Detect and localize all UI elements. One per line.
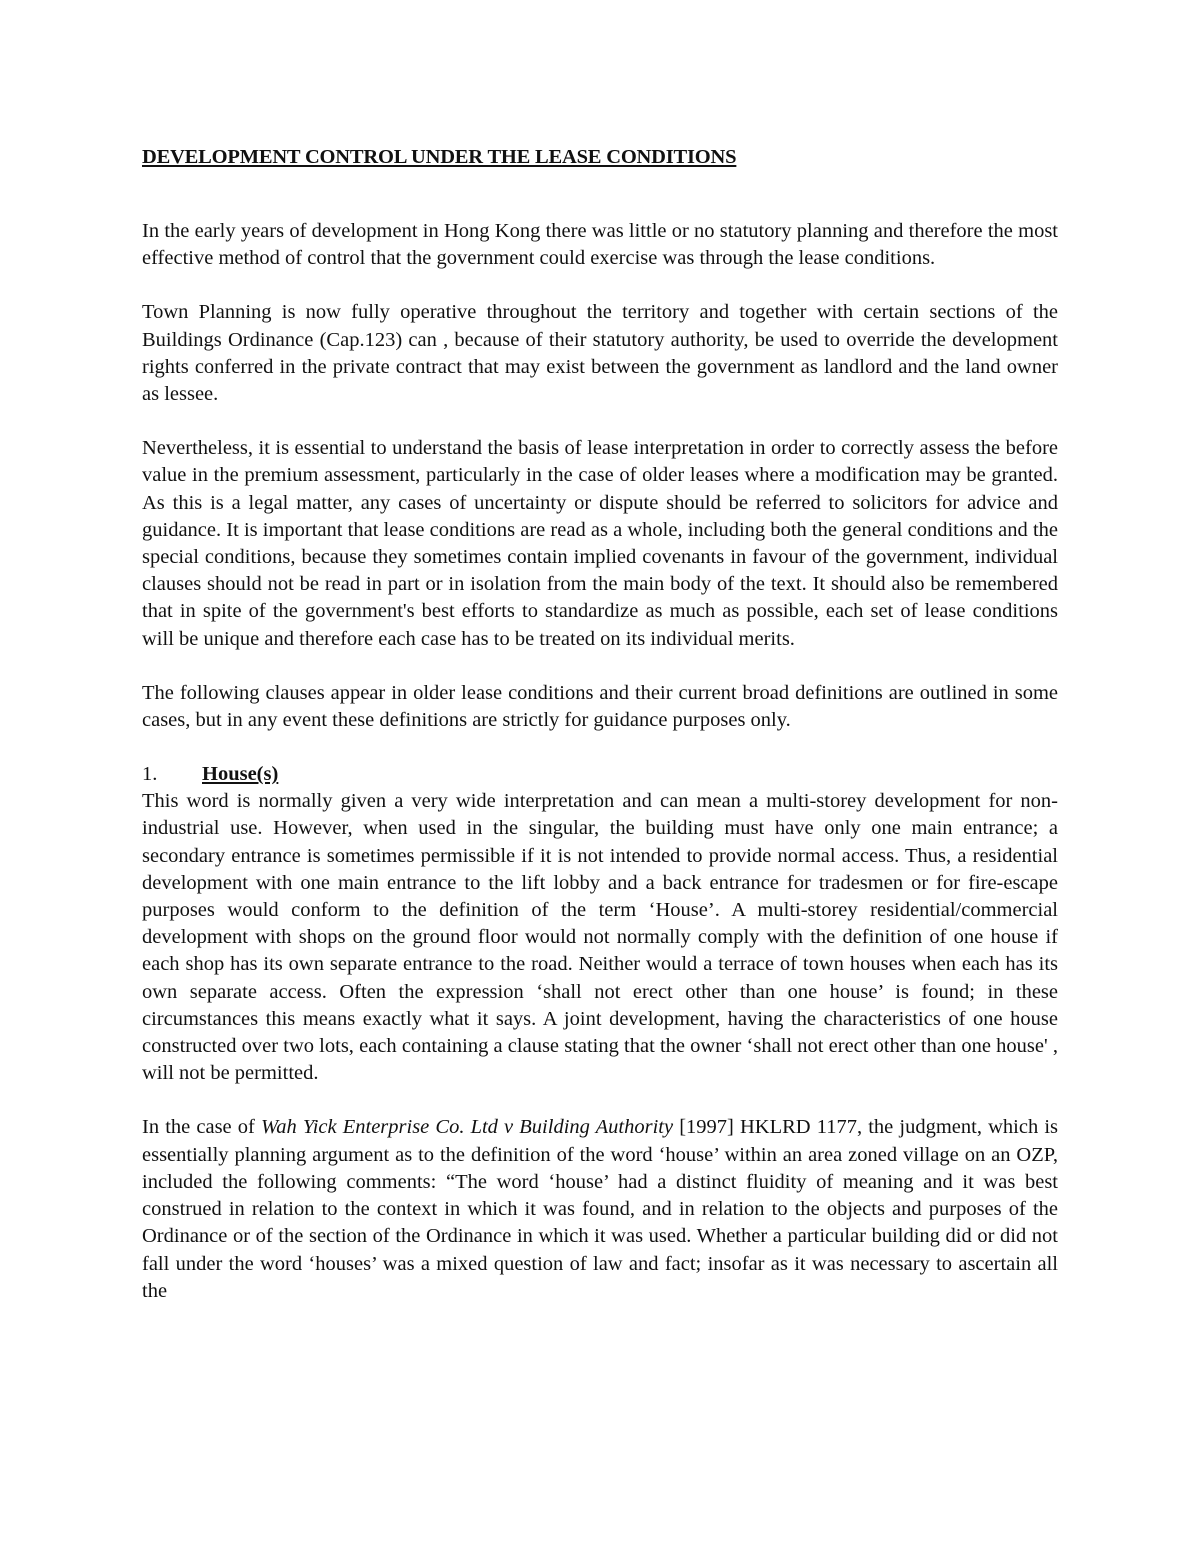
case-paragraph — [142, 1114, 1058, 1304]
case-intro-text: In the case of — [142, 1116, 261, 1139]
case-body-text: [1997] HKLRD 1177, the judgment, which is essentially planning argument as to the definition of the word ‘house’ within an area zoned village on an OZP, included the following comments: “The word ‘house’ had a distinct fluidity of meaning and it was best construed in relation to the context in which it was found, and in relation to the objects and purposes of the Ordinance or of the section of the Ordinance in which it was used. Whether a particular building did or did not fall under the word ‘houses’ was a mixed question of law and fact; insofar as it was necessary to ascertain all the — [142, 1116, 1058, 1302]
section-title: House(s) — [202, 763, 279, 786]
section-heading — [142, 761, 1058, 788]
document-title: DEVELOPMENT CONTROL UNDER THE LEASE CONDITIONS — [142, 146, 737, 168]
section-number: 1. — [142, 763, 158, 786]
town-planning-paragraph: Town Planning is now fully operative throughout the territory and together with certain sections of the Buildings Ordinance (Cap.123) can , because of their statutory authority, be used to override the development rights conferred in the private contract that may exist between the government as landlord and the land owner as lessee. — [142, 301, 1058, 406]
clauses-intro-paragraph: The following clauses appear in older lease conditions and their current broad definitions are outlined in some cases, but in any event these definitions are strictly for guidance purposes only. — [142, 681, 1058, 732]
lease-interpretation-paragraph: Nevertheless, it is essential to understand the basis of lease interpretation in order to correctly assess the before value in the premium assessment, particularly in the case of older leases where a modification may be granted. As this is a legal matter, any cases of uncertainty or dispute should be referred to solicitors for advice and guidance. It is important that lease conditions are read as a whole, including both the general conditions and the special conditions, because they sometimes contain implied covenants in favour of the government, individual clauses should not be read in part or in isolation from the main body of the text. It should also be remembered that in spite of the government's best efforts to standardize as much as possible, each set of lease conditions will be unique and therefore each case has to be treated on its individual merits. — [142, 437, 1058, 650]
intro-paragraph: In the early years of development in Hong Kong there was little or no statutory planning and therefore the most effective method of control that the government could exercise was through the lease conditions. — [142, 220, 1058, 270]
document-page — [142, 144, 1058, 1332]
case-name: Wah Yick Enterprise Co. Ltd v Building Authority — [261, 1116, 674, 1139]
section-body: This word is normally given a very wide interpretation and can mean a multi-storey development for non-industrial use. However, when used in the singular, the building must have only one main entrance; a secondary entrance is sometimes permissible if it is not intended to provide normal access. Thus, a residential development with one main entrance to the lift lobby and a back entrance for tradesmen or for fire-escape purposes would conform to the definition of the term ‘House’. A multi-storey residential/commercial development with shops on the ground floor would not normally comply with the definition of one house if each shop has its own separate entrance to the road. Neither would a terrace of town houses when each has its own separate access. Often the expression ‘shall not erect other than one house’ is found; in these circumstances this means exactly what it says. A joint development, having the characteristics of one house constructed over two lots, each containing a clause stating that the owner ‘shall not erect other than one house' , will not be permitted. — [142, 790, 1058, 1085]
